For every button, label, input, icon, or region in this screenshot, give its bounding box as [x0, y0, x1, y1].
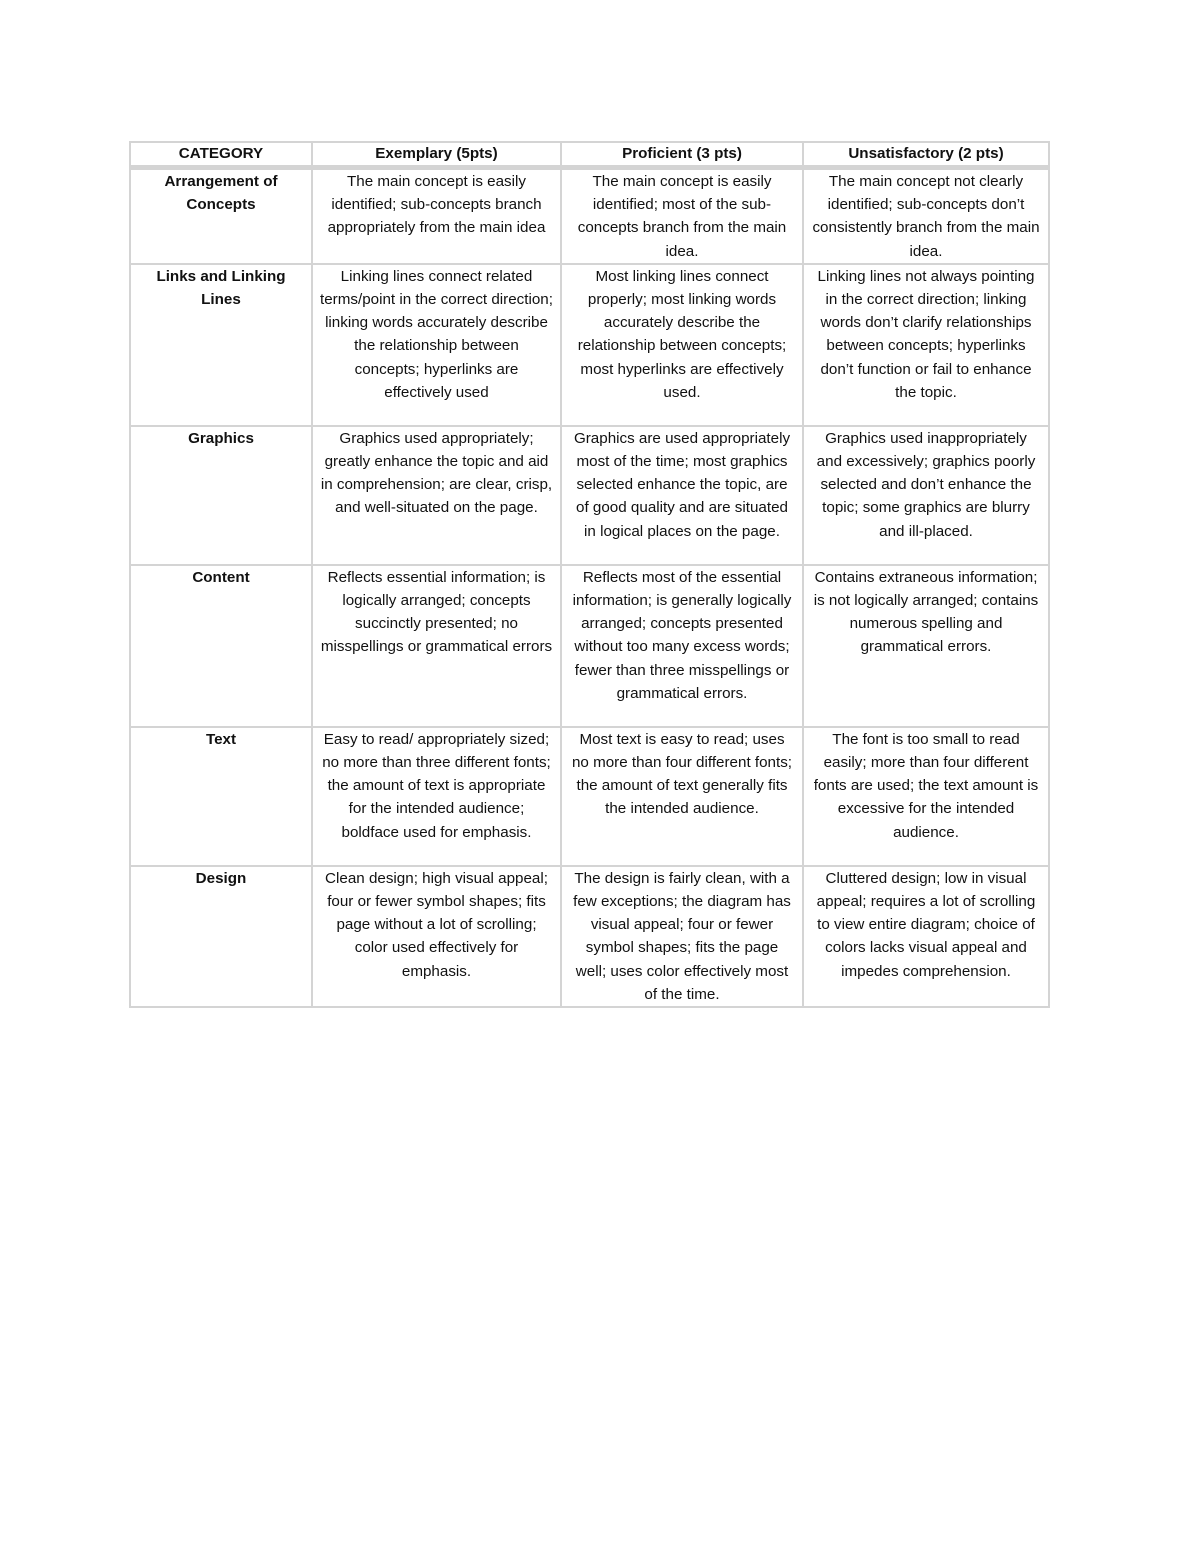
- exemplary-cell: Easy to read/ appropriately sized; no more than three different fonts; the amount of text is appropriate for the intended audience; boldface used for emphasis.: [312, 727, 561, 866]
- exemplary-cell: Clean design; high visual appeal; four or fewer symbol shapes; fits page without a lot of scrolling; color used effectively for emphasis.: [312, 866, 561, 1007]
- category-cell: Graphics: [130, 426, 312, 565]
- proficient-cell: Graphics are used appropriately most of the time; most graphics selected enhance the topic, are of good quality and are situated in logical places on the page.: [561, 426, 803, 565]
- proficient-cell: The design is fairly clean, with a few exceptions; the diagram has visual appeal; four or fewer symbol shapes; fits the page well; uses color effectively most of the time.: [561, 866, 803, 1007]
- header-row: [130, 142, 1049, 168]
- proficient-cell: The main concept is easily identified; most of the sub-concepts branch from the main idea.: [561, 168, 803, 264]
- rubric-body: [130, 168, 1049, 1008]
- table-row: [130, 426, 1049, 565]
- rubric-header: [130, 142, 1049, 168]
- header-proficient: Proficient (3 pts): [561, 142, 803, 168]
- rubric-table: [129, 141, 1050, 1008]
- table-row: [130, 727, 1049, 866]
- unsatisfactory-cell: Graphics used inappropriately and excessively; graphics poorly selected and don’t enhance the topic; some graphics are blurry and ill-placed.: [803, 426, 1049, 565]
- proficient-cell: Most text is easy to read; uses no more than four different fonts; the amount of text generally fits the intended audience.: [561, 727, 803, 866]
- unsatisfactory-cell: The main concept not clearly identified; sub-concepts don’t consistently branch from the main idea.: [803, 168, 1049, 264]
- table-row: [130, 565, 1049, 727]
- header-unsatisfactory: Unsatisfactory (2 pts): [803, 142, 1049, 168]
- table-row: [130, 264, 1049, 426]
- unsatisfactory-cell: Linking lines not always pointing in the correct direction; linking words don’t clarify relationships between concepts; hyperlinks don’t function or fail to enhance the topic.: [803, 264, 1049, 426]
- exemplary-cell: Graphics used appropriately; greatly enhance the topic and aid in comprehension; are clear, crisp, and well-situated on the page.: [312, 426, 561, 565]
- header-category: CATEGORY: [130, 142, 312, 168]
- exemplary-cell: Reflects essential information; is logically arranged; concepts succinctly presented; no misspellings or grammatical errors: [312, 565, 561, 727]
- table-row: [130, 168, 1049, 264]
- category-cell: Design: [130, 866, 312, 1007]
- unsatisfactory-cell: The font is too small to read easily; more than four different fonts are used; the text amount is excessive for the intended audience.: [803, 727, 1049, 866]
- unsatisfactory-cell: Contains extraneous information; is not logically arranged; contains numerous spelling and grammatical errors.: [803, 565, 1049, 727]
- proficient-cell: Most linking lines connect properly; most linking words accurately describe the relationship between concepts; most hyperlinks are effectively used.: [561, 264, 803, 426]
- proficient-cell: Reflects most of the essential information; is generally logically arranged; concepts presented without too many excess words; fewer than three misspellings or grammatical errors.: [561, 565, 803, 727]
- header-exemplary: Exemplary (5pts): [312, 142, 561, 168]
- unsatisfactory-cell: Cluttered design; low in visual appeal; requires a lot of scrolling to view entire diagram; choice of colors lacks visual appeal and impedes comprehension.: [803, 866, 1049, 1007]
- category-cell: Arrangement of Concepts: [130, 168, 312, 264]
- category-cell: Text: [130, 727, 312, 866]
- table-row: [130, 866, 1049, 1007]
- exemplary-cell: The main concept is easily identified; sub-concepts branch appropriately from the main idea: [312, 168, 561, 264]
- category-cell: Content: [130, 565, 312, 727]
- exemplary-cell: Linking lines connect related terms/point in the correct direction; linking words accurately describe the relationship between concepts; hyperlinks are effectively used: [312, 264, 561, 426]
- category-cell: Links and Linking Lines: [130, 264, 312, 426]
